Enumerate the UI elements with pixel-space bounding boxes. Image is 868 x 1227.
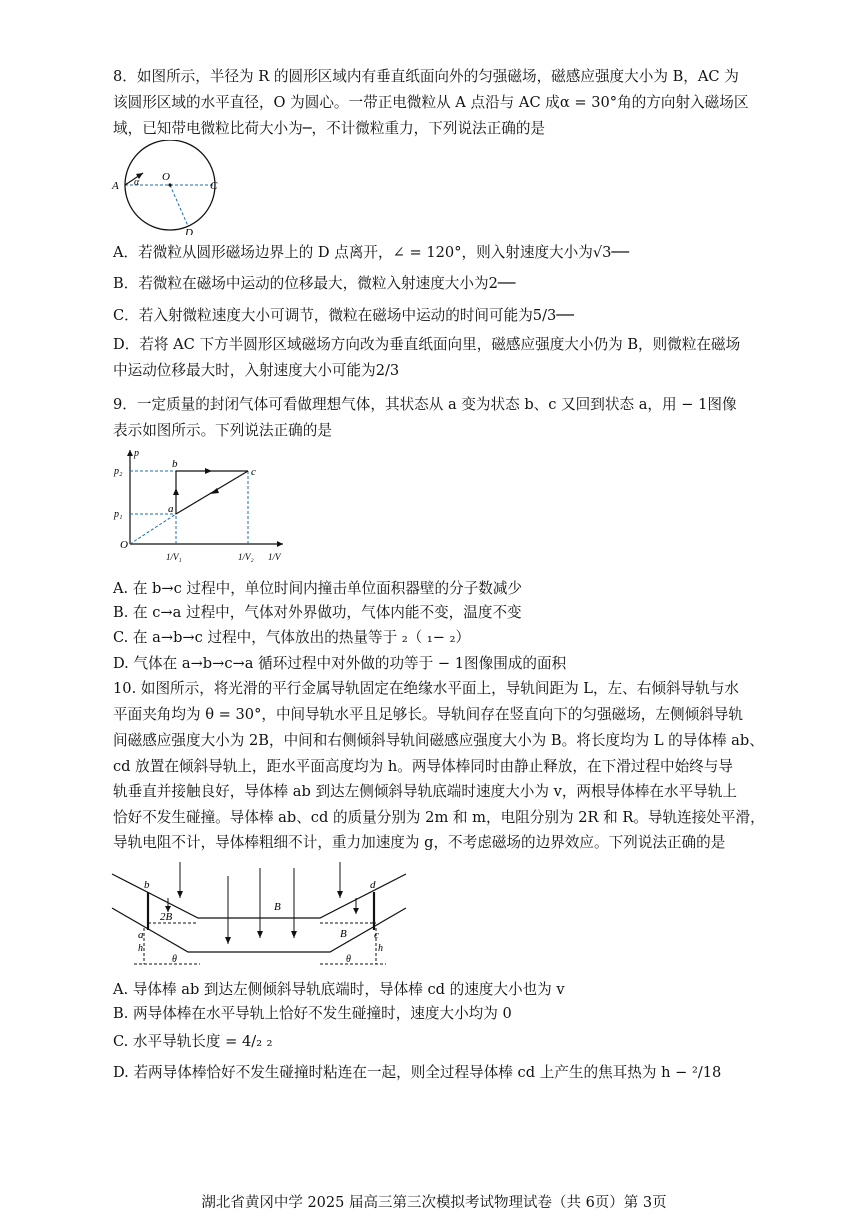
q9-axis-x: 1/V <box>268 552 281 562</box>
q10-option-b: B. 两导体棒在水平导轨上恰好不发生碰撞时，速度大小均为 0 <box>113 1005 512 1022</box>
q8-line-1: 8．如图所示，半径为 R 的圆形区域内有垂直纸面向外的匀强磁场，磁感应强度大小为 B，AC 为 <box>113 68 739 85</box>
q9-line-2: 表示如图所示。下列说法正确的是 <box>113 422 332 439</box>
q9-label-v1: 1/V₁ <box>166 552 182 562</box>
q8-option-c: C．若入射微粒速度大小可调节，微粒在磁场中运动的时间可能为5/3── <box>113 307 574 324</box>
q10-label-theta-right: θ <box>346 954 351 965</box>
q9-label-origin: O <box>120 539 128 551</box>
page-footer: 湖北省黄冈中学 2025 届高三第三次模拟考试物理试卷（共 6页）第 3页 <box>201 1195 667 1211</box>
q8-label-a: A <box>112 180 119 192</box>
q9-option-c: C. 在 a→b→c 过程中，气体放出的热量等于 ₂（ ₁− ₂） <box>113 629 471 646</box>
q10-rail-figure <box>108 858 413 978</box>
q10-line-5: 轨垂直并接触良好，导体棒 ab 到达左侧倾斜导轨底端时速度大小为 v，两根导体棒在水平导轨上 <box>113 783 737 800</box>
q9-option-d: D. 气体在 a→b→c→a 循环过程中对外做的功等于 − 1图像围成的面积 <box>113 655 567 672</box>
q9-label-p1: p₁ <box>114 509 123 520</box>
q8-label-o: O <box>162 171 170 183</box>
q10-label-b: b <box>144 879 150 891</box>
q8-option-a: A．若微粒从圆形磁场边界上的 D 点离开，∠ = 120°，则入射速度大小为√3── <box>113 244 629 261</box>
q10-line-4: cd 放置在倾斜导轨上，距水平面高度均为 h。两导体棒同时由静止释放，在下滑过程中始终与导 <box>113 758 733 775</box>
q10-label-2b: 2B <box>160 911 173 923</box>
q10-line-7: 导轨电阻不计，导体棒粗细不计，重力加速度为 g，不考虑磁场的边界效应。下列说法正确的是 <box>113 834 726 851</box>
q10-option-a: A. 导体棒 ab 到达左侧倾斜导轨底端时，导体棒 cd 的速度大小也为 v <box>113 981 565 998</box>
q9-label-v2: 1/V₂ <box>238 552 254 562</box>
q10-label-a: a <box>138 929 144 941</box>
q9-label-b: b <box>172 458 178 470</box>
q9-pv-graph <box>108 444 293 574</box>
q10-option-c: C. 水平导轨长度 = 4/₂ ₂ <box>113 1033 273 1050</box>
q9-axis-p: p <box>134 448 139 459</box>
q10-label-b-middle: B <box>274 901 281 913</box>
q10-line-3: 间磁感应强度大小为 2B，中间和右侧倾斜导轨间磁感应强度大小为 B。将长度均为 L 的导体棒 ab、 <box>113 732 764 749</box>
q8-option-d-line-1: D．若将 AC 下方半圆形区域磁场方向改为垂直纸面向里，磁感应强度大小仍为 B，则微粒在磁场 <box>113 336 741 353</box>
q10-label-h1: h <box>138 943 143 954</box>
q8-label-c: C <box>210 180 218 192</box>
q10-label-theta-left: θ <box>172 954 177 965</box>
q8-line-3: 域，已知带电微粒比荷大小为─，不计微粒重力，下列说法正确的是 <box>113 120 546 137</box>
q10-line-1: 10. 如图所示，将光滑的平行金属导轨固定在绝缘水平面上，导轨间距为 L，左、右倾斜导轨与水 <box>113 680 739 697</box>
q8-line-2: 该圆形区域的水平直径，O 为圆心。一带正电微粒从 A 点沿与 AC 成α = 30°角的方向射入磁场区 <box>113 94 749 111</box>
q10-label-d: d <box>370 879 376 891</box>
q8-label-alpha: α <box>134 177 140 188</box>
q8-option-d-line-2: 中运动位移最大时，入射速度大小可能为2/3 <box>113 362 400 379</box>
q8-circle-figure <box>108 140 228 235</box>
q9-label-a: a <box>168 503 174 515</box>
q9-label-c: c <box>251 466 256 478</box>
q9-option-b: B. 在 c→a 过程中，气体对外界做功，气体内能不变，温度不变 <box>113 604 522 621</box>
q10-line-2: 平面夹角均为 θ = 30°，中间导轨水平且足够长。导轨间存在竖直向下的匀强磁场，左侧倾斜导轨 <box>113 706 743 723</box>
q10-label-b-right: B <box>340 928 347 940</box>
q10-option-d: D. 若两导体棒恰好不发生碰撞时粘连在一起，则全过程导体棒 cd 上产生的焦耳热为 h − ²/18 <box>113 1064 722 1081</box>
q9-label-p2: p₂ <box>114 466 123 477</box>
q10-label-h2: h <box>378 943 383 954</box>
q9-option-a: A. 在 b→c 过程中，单位时间内撞击单位面积器壁的分子数减少 <box>113 580 523 597</box>
q10-line-6: 恰好不发生碰撞。导体棒 ab、cd 的质量分别为 2m 和 m，电阻分别为 2R 和 R。导轨连接处平滑， <box>113 809 765 826</box>
q8-label-d: D <box>185 227 193 235</box>
q10-label-c: c <box>374 929 379 941</box>
q9-line-1: 9．一定质量的封闭气体可看做理想气体，其状态从 a 变为状态 b、c 又回到状态 a，用 − 1图像 <box>113 396 737 413</box>
q8-option-b: B．若微粒在磁场中运动的位移最大，微粒入射速度大小为2── <box>113 275 516 292</box>
